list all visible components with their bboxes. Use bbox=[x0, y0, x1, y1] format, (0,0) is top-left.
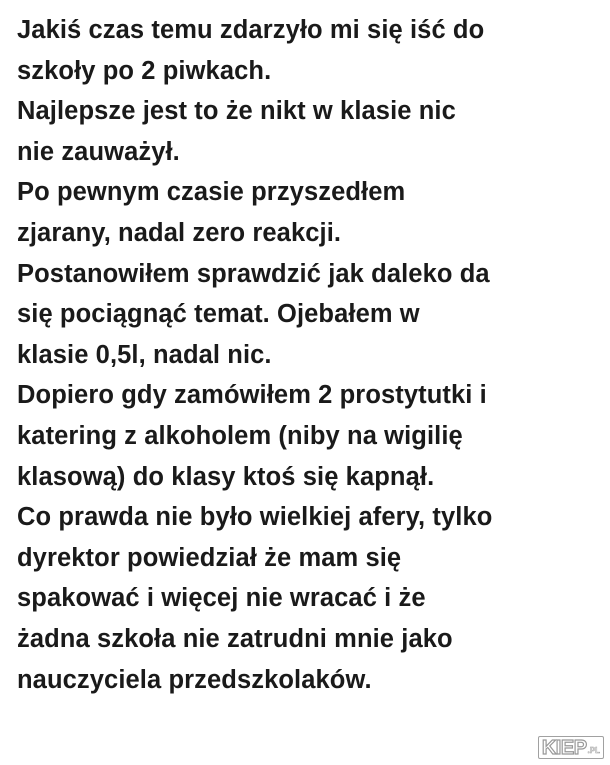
text-line: Najlepsze jest to że nikt w klasie nic bbox=[17, 97, 456, 126]
text-line: Postanowiłem sprawdzić jak daleko da bbox=[17, 259, 490, 288]
text-line: Jakiś czas temu zdarzyło mi się iść do bbox=[17, 16, 485, 44]
post-text bbox=[17, 10, 602, 700]
text-line: się pociągnąć temat. Ojebałem w bbox=[17, 300, 420, 329]
watermark-suffix: .PL bbox=[587, 746, 600, 755]
text-line: Dopiero gdy zamówiłem 2 prostytutki i bbox=[17, 381, 487, 410]
text-line: Po pewnym czasie przyszedłem bbox=[17, 178, 406, 207]
text-line: nie zauważył. bbox=[17, 137, 180, 166]
text-line: zjarany, nadal zero reakcji. bbox=[17, 218, 342, 247]
text-line: Co prawda nie było wielkiej afery, tylko bbox=[17, 503, 493, 532]
text-line: żadna szkoła nie zatrudni mnie jako bbox=[17, 624, 453, 653]
kiep-watermark bbox=[538, 736, 604, 759]
watermark-text: KIEP bbox=[541, 737, 587, 759]
text-line: nauczyciela przedszkolaków. bbox=[17, 665, 372, 694]
text-line: dyrektor powiedział że mam się bbox=[17, 543, 402, 572]
text-line: klasową) do klasy ktoś się kapnął. bbox=[17, 462, 435, 491]
text-line: spakować i więcej nie wracać i że bbox=[17, 584, 426, 613]
watermark-logo bbox=[538, 736, 604, 759]
text-line: katering z alkoholem (niby na wigilię bbox=[17, 421, 463, 450]
text-line: klasie 0,5l, nadal nic. bbox=[17, 340, 272, 369]
text-line: szkoły po 2 piwkach. bbox=[17, 56, 272, 85]
